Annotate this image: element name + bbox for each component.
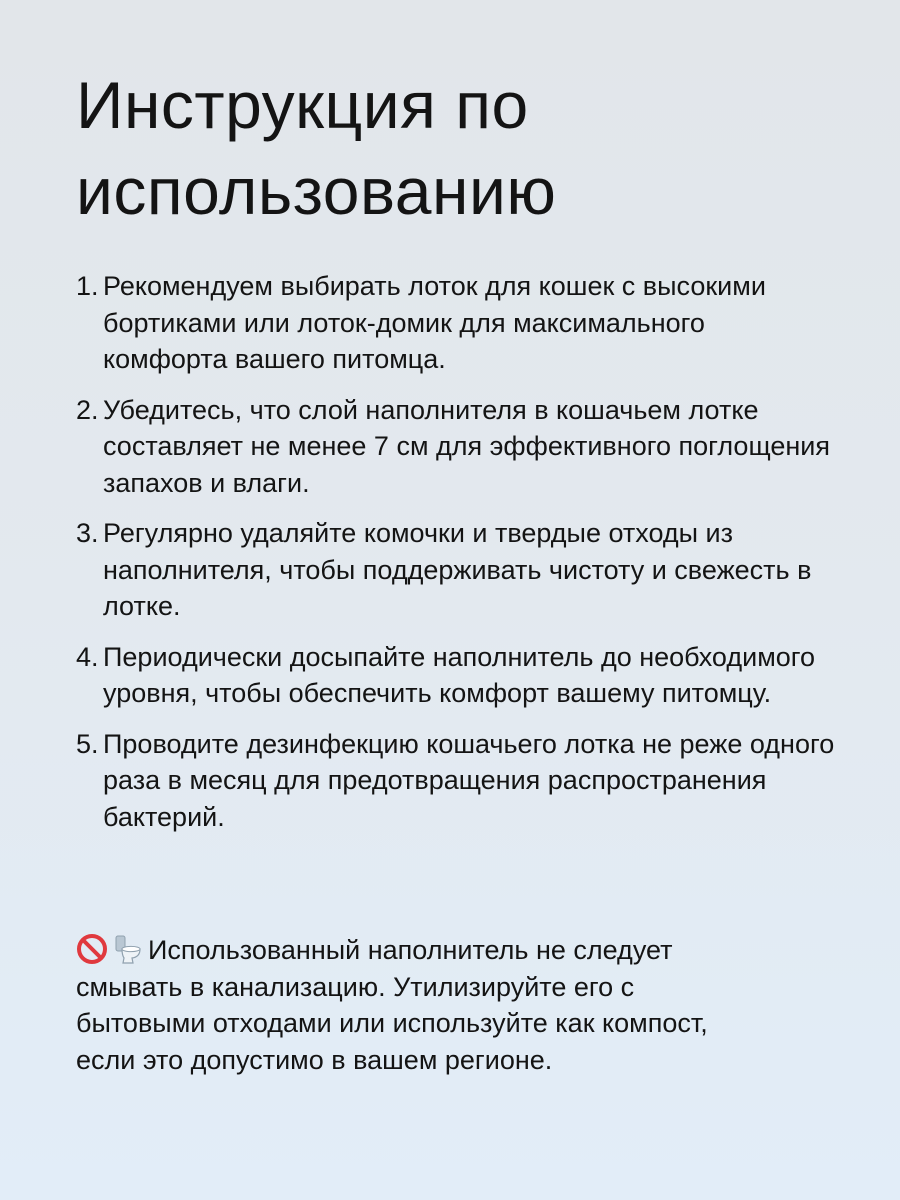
item-number: 5. (76, 728, 99, 759)
item-number: 4. (76, 641, 99, 672)
note-text: Использованный наполнитель не следует смывать в канализацию. Утилизируйте его с бытовыми отходами или используйте как компост, если это допустимо в вашем регионе. (76, 935, 708, 1075)
item-number: 3. (76, 518, 99, 548)
list-item (76, 268, 836, 378)
item-number: 2. (76, 394, 99, 425)
prohibited-icon (76, 933, 108, 965)
item-number: 1. (76, 271, 99, 301)
item-text: Регулярно удаляйте комочки и твердые отходы из наполнителя, чтобы поддерживать чистоту и свежесть в лотке. (103, 518, 812, 621)
instruction-list (76, 268, 836, 849)
item-text: Рекомендуем выбирать лоток для кошек с высокими бортиками или лоток-домик для максимального комфорта вашего питомца. (103, 271, 766, 374)
list-item (76, 515, 836, 625)
list-item (76, 639, 836, 712)
disposal-note (76, 932, 756, 1078)
page-title: Инструкция по использованию (76, 68, 557, 228)
item-text: Периодически досыпайте наполнитель до необходимого уровня, чтобы обеспечить комфорт вашему питомцу. (103, 641, 816, 708)
list-item (76, 392, 836, 502)
list-item (76, 726, 836, 836)
item-text: Проводите дезинфекцию кошачьего лотка не реже одного раза в месяц для предотвращения распространения бактерий. (103, 728, 835, 832)
item-text: Убедитесь, что слой наполнителя в кошачьем лотке составляет не менее 7 см для эффективного поглощения запахов и влаги. (103, 394, 830, 498)
toilet-icon (112, 933, 144, 965)
